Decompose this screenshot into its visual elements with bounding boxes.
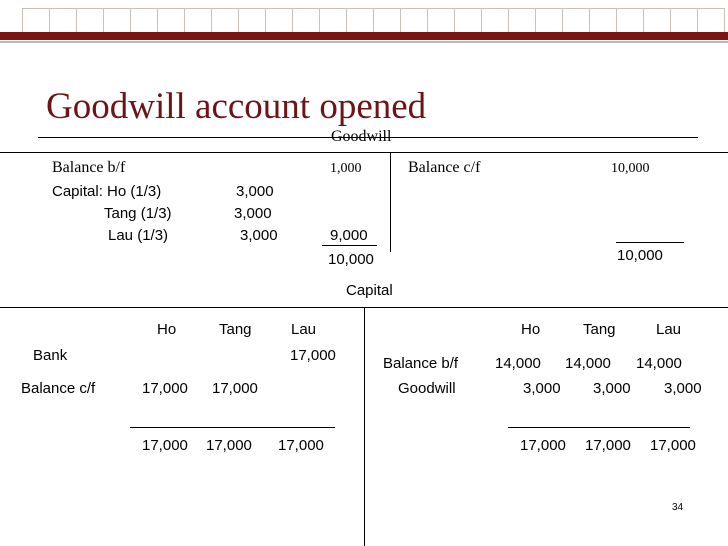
capital-credit-total-lau: 17,000: [650, 437, 696, 454]
capital-debit-total-tang: 17,000: [206, 437, 252, 454]
capital-goodwill-label: Goodwill: [398, 380, 456, 397]
goodwill-balance-cf-amount: 10,000: [611, 161, 650, 176]
capital-credit-total-tang: 17,000: [585, 437, 631, 454]
capital-balance-bf-ho: 14,000: [495, 355, 541, 372]
capital-balance-cf-tang: 17,000: [212, 380, 258, 397]
capital-goodwill-tang: 3,000: [593, 380, 631, 397]
capital-bank-lau: 17,000: [290, 347, 336, 364]
capital-goodwill-lau: 3,000: [664, 380, 702, 397]
goodwill-balance-bf-amount: 1,000: [330, 161, 362, 176]
goodwill-capital-ho-label: Capital: Ho (1/3): [52, 183, 162, 200]
capital-debit-total-ho: 17,000: [142, 437, 188, 454]
goodwill-tang-amount: 3,000: [234, 205, 272, 222]
capital-balance-bf-tang: 14,000: [565, 355, 611, 372]
goodwill-top-rule: [0, 152, 728, 153]
goodwill-debit-total: 10,000: [328, 251, 374, 268]
goodwill-capital-ho-amount: 3,000: [236, 183, 274, 200]
capital-credit-total-rule: [508, 427, 690, 428]
goodwill-subtotal: 9,000: [330, 227, 368, 244]
capital-credit-header-ho: Ho: [521, 321, 541, 338]
capital-debit-total-lau: 17,000: [278, 437, 324, 454]
capital-goodwill-ho: 3,000: [523, 380, 561, 397]
capital-balance-bf-lau: 14,000: [636, 355, 682, 372]
goodwill-heading: Goodwill: [331, 128, 392, 145]
header-band: [0, 32, 728, 40]
goodwill-divider: [390, 152, 391, 252]
capital-debit-total-rule: [130, 427, 335, 428]
capital-balance-cf-ho: 17,000: [142, 380, 188, 397]
capital-divider: [364, 307, 365, 546]
header-rule: [0, 41, 728, 43]
slide-title: Goodwill account opened: [46, 86, 427, 127]
capital-debit-header-ho: Ho: [157, 321, 177, 338]
capital-heading: Capital: [346, 282, 393, 299]
goodwill-lau-label: Lau (1/3): [108, 227, 169, 244]
goodwill-balance-cf-label: Balance c/f: [408, 159, 481, 176]
capital-debit-header-tang: Tang: [219, 321, 252, 338]
goodwill-credit-total: 10,000: [617, 247, 663, 264]
header-decoration: [0, 0, 728, 46]
capital-balance-cf-label: Balance c/f: [21, 380, 96, 397]
goodwill-subtotal-rule: [322, 245, 377, 246]
goodwill-credit-total-rule: [616, 242, 684, 243]
capital-credit-header-lau: Lau: [656, 321, 682, 338]
capital-credit-total-ho: 17,000: [520, 437, 566, 454]
capital-debit-header-lau: Lau: [291, 321, 317, 338]
capital-bank-label: Bank: [33, 347, 68, 364]
capital-balance-bf-label: Balance b/f: [383, 355, 459, 372]
goodwill-tang-label: Tang (1/3): [104, 205, 172, 222]
page-number: 34: [672, 502, 684, 513]
capital-credit-header-tang: Tang: [583, 321, 616, 338]
goodwill-lau-amount: 3,000: [240, 227, 278, 244]
goodwill-balance-bf-label: Balance b/f: [52, 159, 126, 176]
